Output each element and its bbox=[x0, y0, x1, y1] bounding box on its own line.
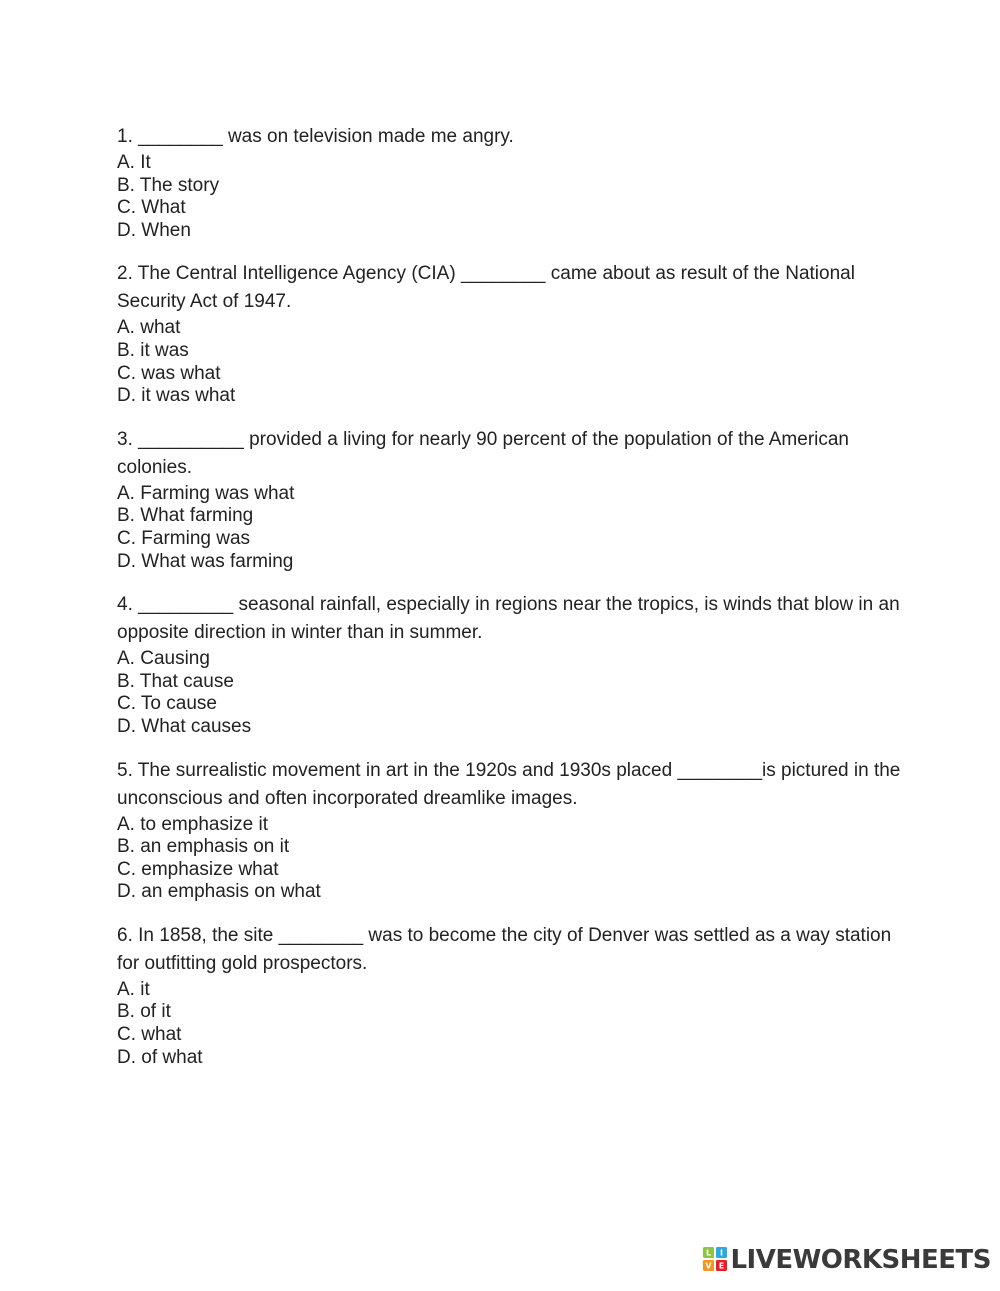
answer-option-b[interactable]: B. That cause bbox=[117, 670, 234, 692]
answer-option-c[interactable]: C. What bbox=[117, 197, 186, 219]
liveworksheets-branding bbox=[703, 1245, 991, 1275]
answer-option-d[interactable]: D. When bbox=[117, 219, 191, 241]
answer-option-c[interactable]: C. Farming was bbox=[117, 527, 251, 549]
answer-option-c[interactable]: C. To cause bbox=[117, 693, 217, 715]
answer-option-d[interactable]: D. it was what bbox=[117, 385, 236, 407]
answer-option-c[interactable]: C. was what bbox=[117, 362, 221, 384]
svg-text:V: V bbox=[705, 1261, 713, 1271]
brand-name: LIVEWORKSHEETS bbox=[730, 1245, 991, 1275]
svg-text:L: L bbox=[706, 1248, 712, 1258]
question-stem: 2. The Central Intelligence Agency (CIA) ________ came about as result of the National Security Act of 1947. bbox=[117, 263, 855, 313]
answer-option-c[interactable]: C. emphasize what bbox=[117, 858, 279, 880]
answer-option-a[interactable]: A. what bbox=[117, 317, 181, 339]
answer-options bbox=[117, 483, 917, 573]
answer-option-d[interactable]: D. of what bbox=[117, 1046, 203, 1068]
answer-options bbox=[117, 979, 917, 1069]
question-stem: 6. In 1858, the site ________ was to become the city of Denver was settled as a way station for outfitting gold prospectors. bbox=[117, 924, 892, 974]
answer-options bbox=[117, 648, 917, 738]
answer-option-a[interactable]: A. it bbox=[117, 978, 150, 1000]
answer-option-d[interactable]: D. What causes bbox=[117, 715, 252, 737]
worksheet bbox=[117, 123, 917, 1087]
svg-text:E: E bbox=[719, 1261, 725, 1271]
question-stem: 4. _________ seasonal rainfall, especially in regions near the tropics, is winds that blow in an opposite direction in winter than in summer. bbox=[117, 594, 900, 644]
answer-options bbox=[117, 814, 917, 904]
answer-option-c[interactable]: C. what bbox=[117, 1024, 182, 1046]
answer-option-b[interactable]: B. of it bbox=[117, 1001, 171, 1023]
answer-option-b[interactable]: B. The story bbox=[117, 174, 220, 196]
answer-option-b[interactable]: B. it was bbox=[117, 339, 189, 361]
answer-option-b[interactable]: B. an emphasis on it bbox=[117, 836, 290, 858]
answer-option-a[interactable]: A. It bbox=[117, 152, 151, 173]
question-4 bbox=[117, 591, 917, 738]
answer-options bbox=[117, 152, 917, 242]
question-3 bbox=[117, 426, 917, 573]
question-6 bbox=[117, 922, 917, 1069]
answer-option-a[interactable]: A. to emphasize it bbox=[117, 813, 269, 835]
answer-option-d[interactable]: D. an emphasis on what bbox=[117, 881, 321, 903]
svg-text:I: I bbox=[720, 1248, 724, 1258]
question-1 bbox=[117, 123, 917, 242]
question-stem: 5. The surrealistic movement in art in the 1920s and 1930s placed ________is pictured in the unconscious and often incorporated dreamlike images. bbox=[117, 759, 901, 809]
answer-option-b[interactable]: B. What farming bbox=[117, 505, 254, 527]
answer-option-a[interactable]: A. Causing bbox=[117, 648, 210, 670]
question-stem: 1. ________ was on television made me angry. bbox=[117, 126, 514, 147]
liveworksheets-logo-icon bbox=[703, 1247, 727, 1273]
question-5 bbox=[117, 757, 917, 904]
answer-option-d[interactable]: D. What was farming bbox=[117, 550, 294, 572]
question-stem: 3. __________ provided a living for nearly 90 percent of the population of the American colonies. bbox=[117, 428, 850, 478]
question-2 bbox=[117, 260, 917, 407]
answer-option-a[interactable]: A. Farming was what bbox=[117, 482, 295, 504]
answer-options bbox=[117, 317, 917, 407]
